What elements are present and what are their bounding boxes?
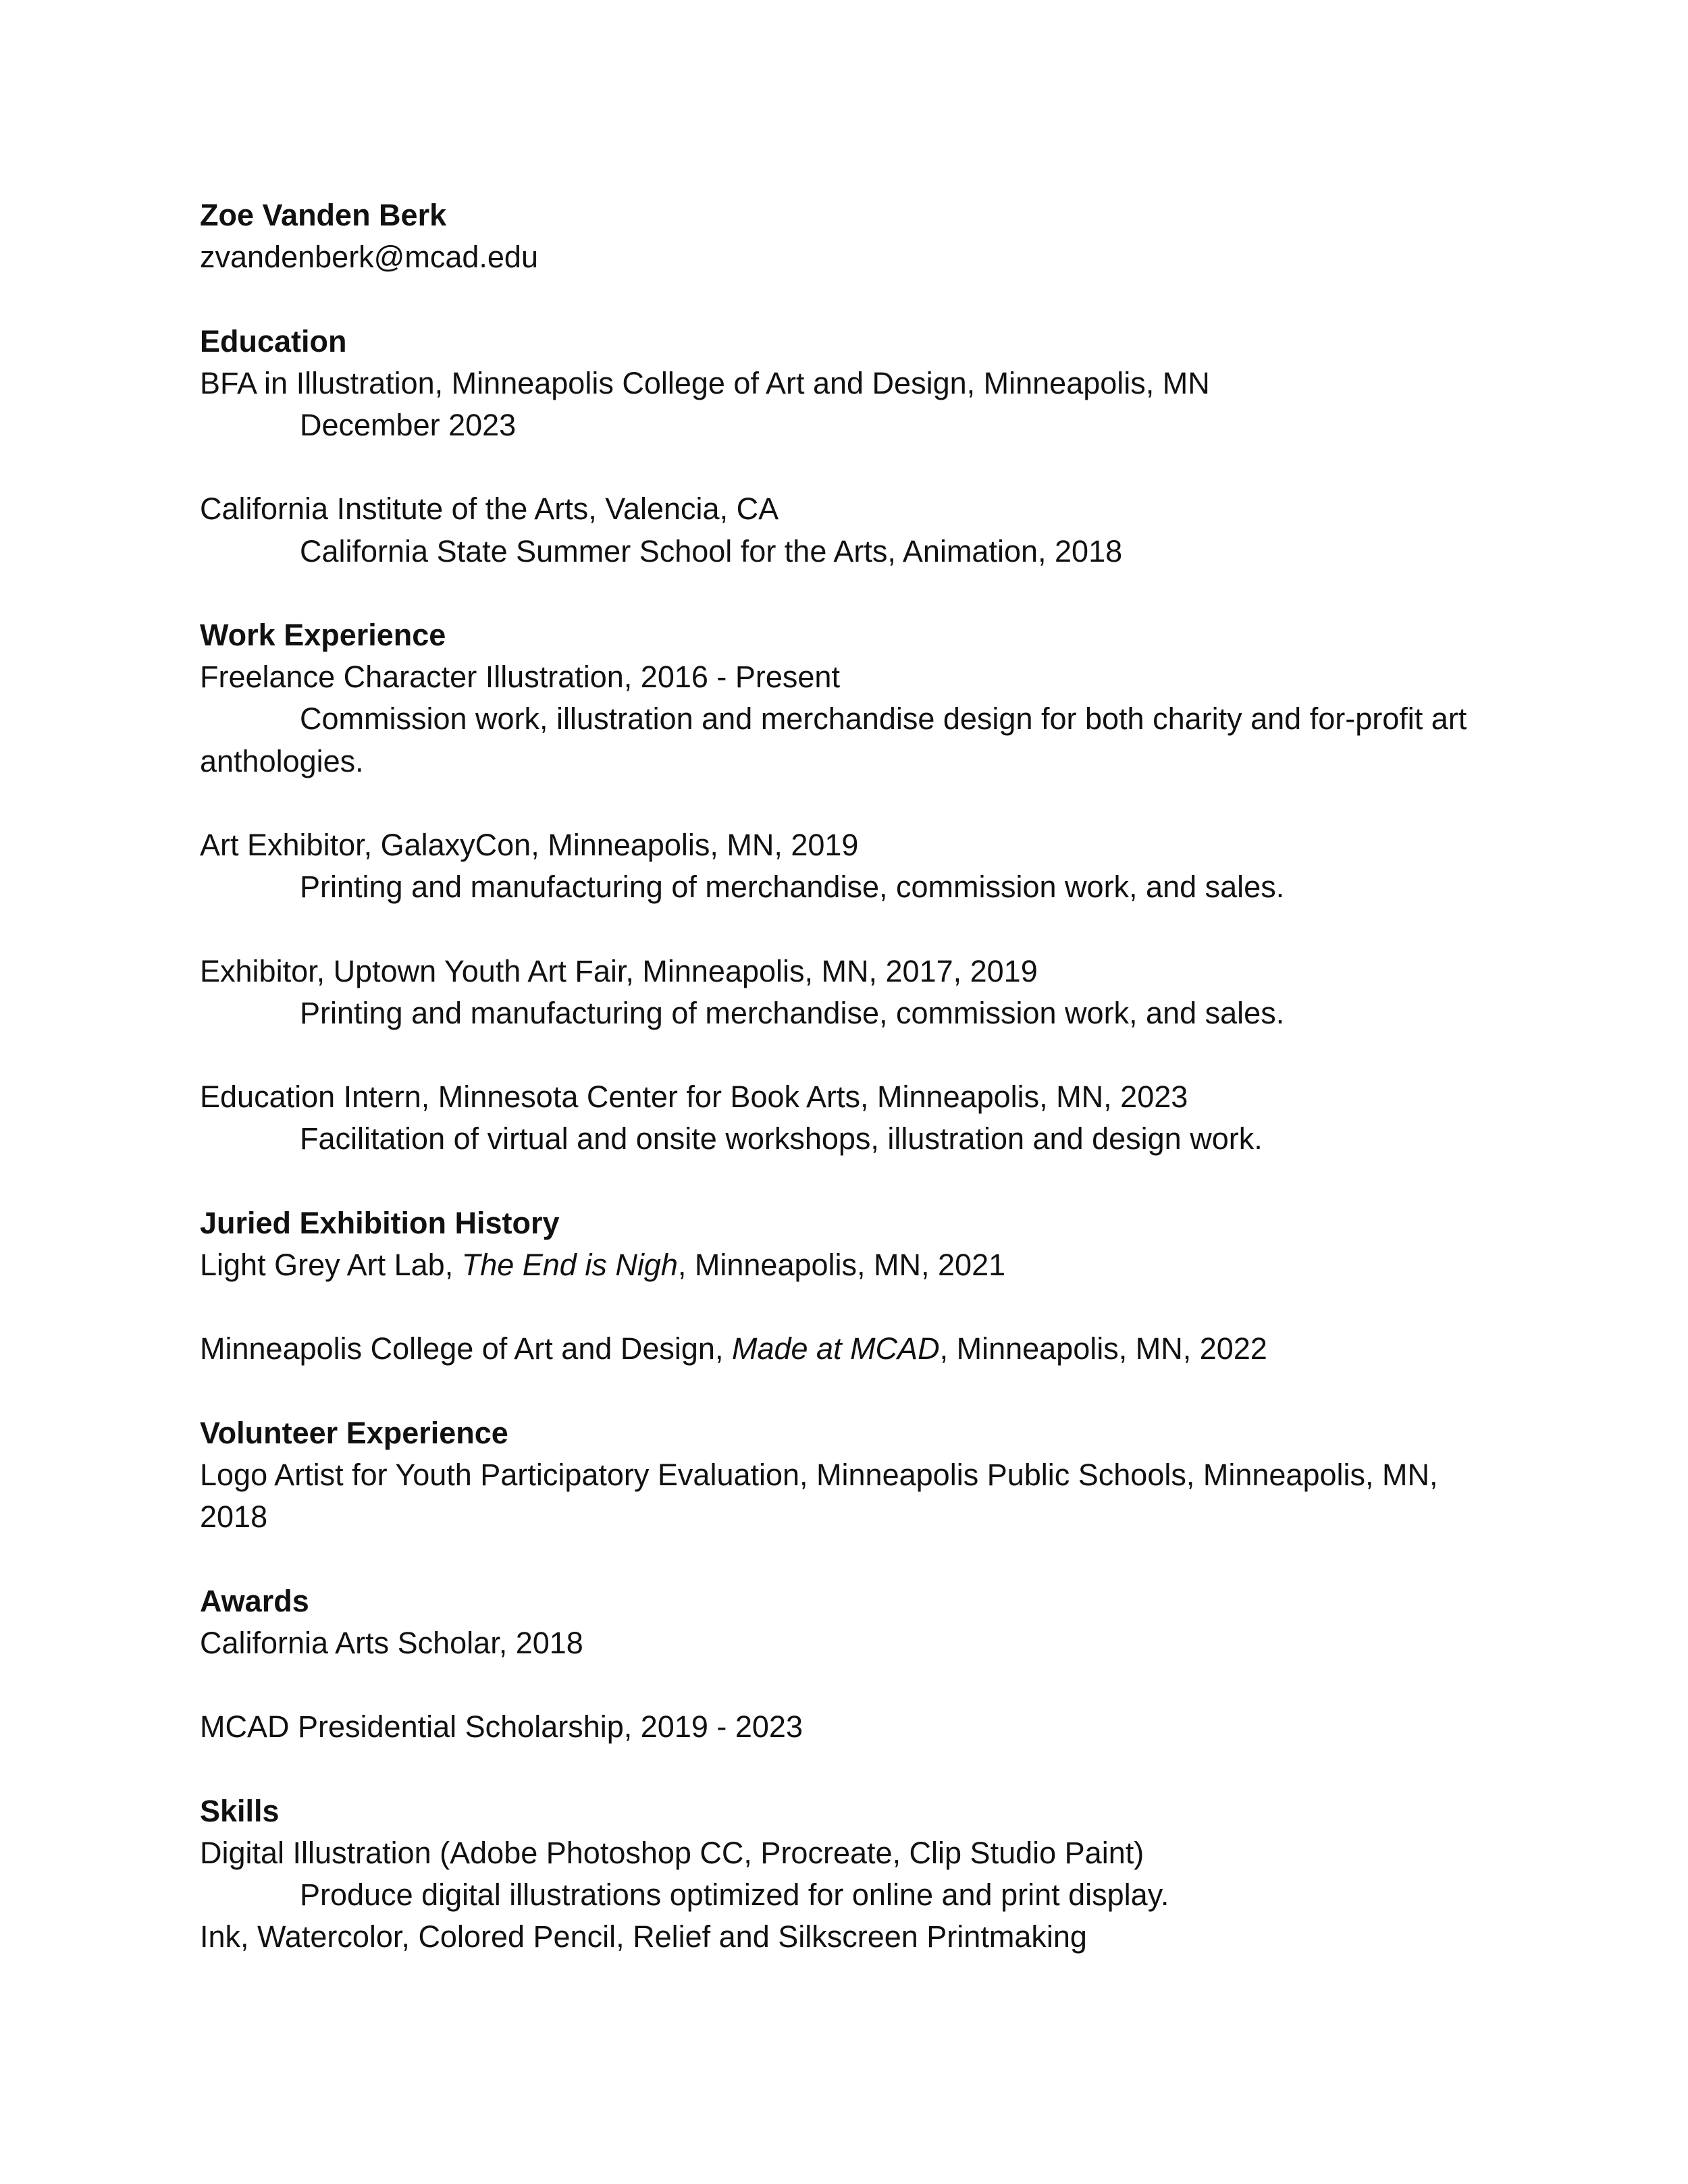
juried-venue: Minneapolis College of Art and Design, — [200, 1331, 732, 1366]
spacer — [200, 908, 1485, 950]
resume-content — [200, 194, 1485, 1958]
awards-heading: Awards — [200, 1583, 309, 1618]
skills-heading: Skills — [200, 1793, 280, 1828]
work-heading: Work Experience — [200, 617, 446, 652]
spacer — [200, 1664, 1485, 1706]
work-entry-title: Education Intern, Minnesota Center for Book Arts, Minneapolis, MN, 2023 — [200, 1080, 1188, 1115]
award-entry: MCAD Presidential Scholarship, 2019 - 2023 — [200, 1709, 803, 1744]
volunteer-heading: Volunteer Experience — [200, 1415, 508, 1450]
spacer — [200, 1538, 1485, 1580]
education-heading: Education — [200, 323, 347, 358]
juried-entry — [200, 1328, 1485, 1370]
spacer — [200, 1748, 1485, 1790]
work-entry-title: Exhibitor, Uptown Youth Art Fair, Minneapolis, MN, 2017, 2019 — [200, 953, 1038, 988]
spacer — [200, 446, 1485, 488]
applicant-name: Zoe Vanden Berk — [200, 198, 447, 232]
juried-venue: Light Grey Art Lab, — [200, 1247, 462, 1282]
juried-location: , Minneapolis, MN, 2022 — [939, 1331, 1267, 1366]
juried-show-title: Made at MCAD — [731, 1331, 940, 1366]
work-entry-detail: Commission work, illustration and merchandise design for both charity and for-profit art — [300, 701, 1467, 737]
juried-entry — [200, 1244, 1485, 1286]
education-entry-title: BFA in Illustration, Minneapolis College of Art and Design, Minneapolis, MN — [200, 365, 1210, 400]
juried-heading: Juried Exhibition History — [200, 1205, 560, 1240]
work-entry-detail: Facilitation of virtual and onsite workshops, illustration and design work. — [300, 1121, 1263, 1156]
spacer — [200, 1034, 1485, 1076]
volunteer-entry-continued: 2018 — [200, 1499, 268, 1535]
education-entry-detail: December 2023 — [300, 408, 517, 442]
work-entry-title: Freelance Character Illustration, 2016 - Present — [200, 660, 840, 695]
juried-show-title: The End is Nigh — [461, 1247, 678, 1282]
juried-location: , Minneapolis, MN, 2021 — [677, 1247, 1006, 1282]
applicant-email: zvandenberk@mcad.edu — [200, 240, 538, 275]
skill-traditional: Ink, Watercolor, Colored Pencil, Relief and Silkscreen Printmaking — [200, 1919, 1087, 1954]
spacer — [200, 782, 1485, 824]
spacer — [200, 572, 1485, 614]
work-entry-detail: Printing and manufacturing of merchandise, commission work, and sales. — [300, 995, 1285, 1030]
education-entry-detail: California State Summer School for the Arts, Animation, 2018 — [300, 533, 1123, 568]
work-entry-title: Art Exhibitor, GalaxyCon, Minneapolis, MN, 2019 — [200, 827, 859, 862]
work-entry-detail: Printing and manufacturing of merchandise, commission work, and sales. — [300, 870, 1285, 905]
skill-digital-detail: Produce digital illustrations optimized for online and print display. — [300, 1877, 1169, 1912]
skill-digital: Digital Illustration (Adobe Photoshop CC, Procreate, Clip Studio Paint) — [200, 1835, 1144, 1870]
spacer — [200, 1161, 1485, 1202]
volunteer-entry: Logo Artist for Youth Participatory Evaluation, Minneapolis Public Schools, Minneapolis, MN, — [200, 1457, 1438, 1492]
spacer — [200, 1370, 1485, 1412]
education-entry-title: California Institute of the Arts, Valencia, CA — [200, 491, 779, 527]
work-entry-detail-continued: anthologies. — [200, 743, 364, 778]
award-entry: California Arts Scholar, 2018 — [200, 1625, 583, 1660]
spacer — [200, 278, 1485, 320]
spacer — [200, 1286, 1485, 1328]
